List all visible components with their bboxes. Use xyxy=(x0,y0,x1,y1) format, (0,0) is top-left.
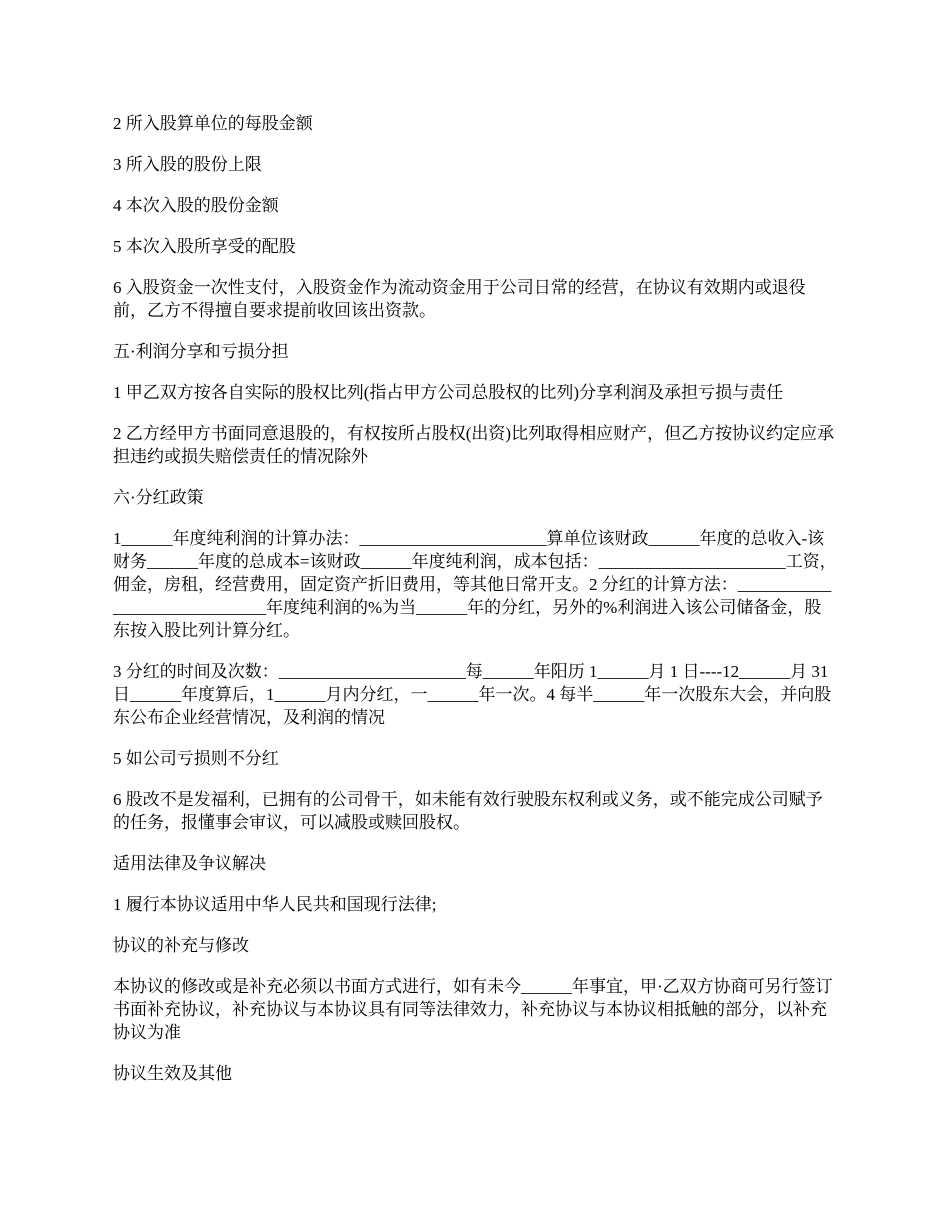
section-heading-profit-loss: 五·利润分享和亏损分担 xyxy=(113,342,289,361)
clause-one-time-payment: 6 入股资金一次性支付，入股资金作为流动资金用于公司日常的经营，在协议有效期内或退役前，乙方不得擅自要求提前收回该出资款。 xyxy=(113,278,806,320)
clause-share-reduction: 6 股改不是发福利，已拥有的公司骨干，如未能有效行驶股东权利或义务，或不能完成公司赋予的任务，报懂事会审议，可以减股或赎回股权。 xyxy=(113,790,823,832)
section-heading-applicable-law: 适用法律及争议解决 xyxy=(113,854,266,873)
clause-applicable-law: 1 履行本协议适用中华人民共和国现行法律; xyxy=(113,895,437,914)
section-heading-dividend-policy: 六·分红政策 xyxy=(113,488,204,507)
clause-share-upper-limit: 3 所入股的股份上限 xyxy=(113,155,262,174)
clause-profit-sharing: 1 甲乙双方按各自实际的股权比列(指占甲方公司总股权的比列)分享利润及承担亏损与责任 xyxy=(113,383,784,402)
section-heading-effectiveness: 协议生效及其他 xyxy=(113,1064,232,1083)
clause-no-dividend-on-loss: 5 如公司亏损则不分红 xyxy=(113,749,279,768)
clause-withdrawal: 2 乙方经甲方书面同意退股的，有权按所占股权(出资)比列取得相应财产，但乙方按协议约定应承担违约或损失赔偿责任的情况除外 xyxy=(113,424,835,466)
section-heading-amendment: 协议的补充与修改 xyxy=(113,936,249,955)
clause-share-unit-amount: 2 所入股算单位的每股金额 xyxy=(113,114,313,133)
clause-share-amount: 4 本次入股的股份金额 xyxy=(113,196,279,215)
clause-allotment: 5 本次入股所享受的配股 xyxy=(113,237,296,256)
clause-amendment: 本协议的修改或是补充必须以书面方式进行，如有未今______年事宜，甲·乙双方协商可另行签订书面补充协议，补充协议与本协议具有同等法律效力，补充协议与本协议相抵触的部分，以补充协议为准 xyxy=(113,977,833,1042)
clause-net-profit-calculation: 1______年度纯利润的计算办法：______________________算单位该财政______年度的总收入-该财务______年度的总成本=该财政______年度纯利润，成本包括：______________________工资，佣金，房租，经营费用，固定资产折旧费用，等其他日常开支。2 分红的计算方法：_____________________________年度纯利润的%为当______年的分红，另外的%利润进入该公司储备金，股东按入股比列计算分红。 xyxy=(113,529,837,640)
document-page xyxy=(113,112,838,1103)
clause-dividend-timing: 3 分红的时间及次数：______________________每______年阳历 1______月 1 日----12______月 31 日______年度算后，1______月内分红，一______年一次。4 每半______年一次股东大会，并向股东公布企业经营情况，及利润的情况 xyxy=(113,662,832,727)
